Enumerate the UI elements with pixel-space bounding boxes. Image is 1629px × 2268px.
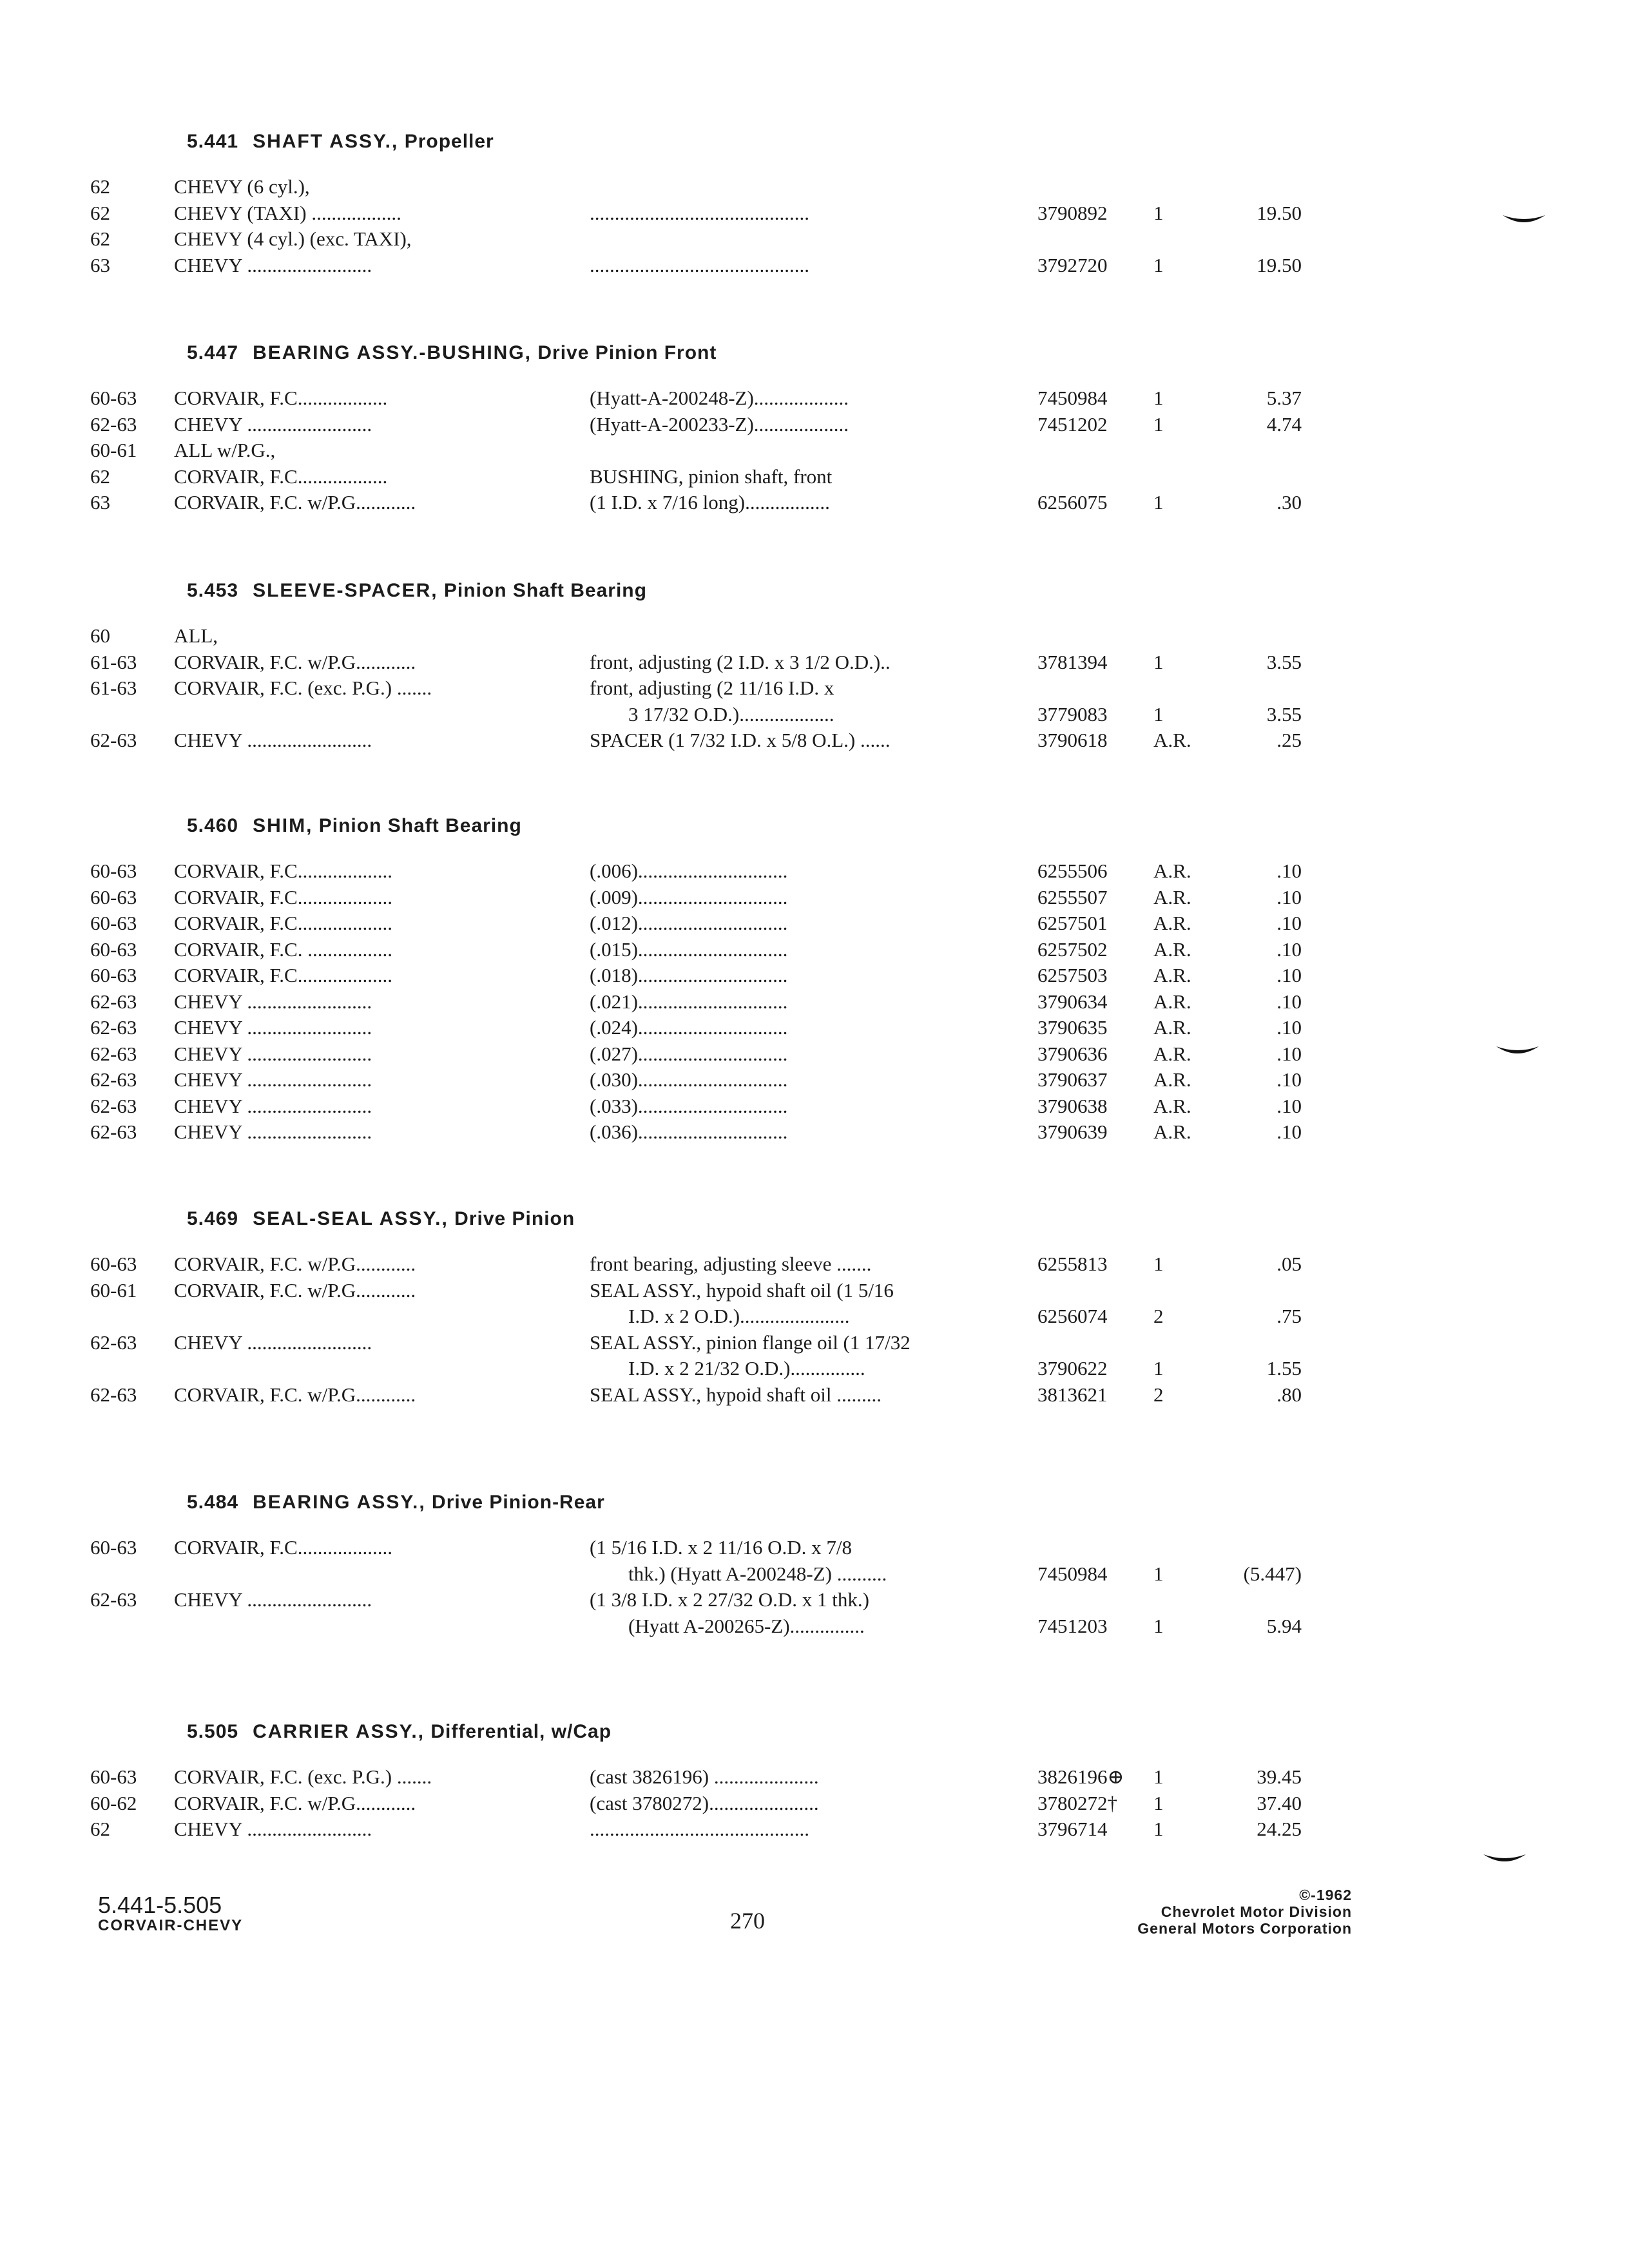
vehicle-model: CHEVY .........................	[174, 253, 372, 276]
price: .10	[1211, 858, 1302, 885]
vehicle-model: CHEVY .........................	[174, 1120, 372, 1143]
part-number: 6255813	[1037, 1251, 1153, 1278]
model-year: 62	[90, 201, 110, 224]
section-number: 5.484	[187, 1492, 239, 1513]
part-number: 6256074	[1037, 1303, 1153, 1330]
part-description: (.033)..............................	[590, 1094, 788, 1117]
quantity: A.R.	[1153, 1119, 1211, 1146]
part-description: (.015)..............................	[590, 937, 788, 961]
section-name: SEAL-SEAL ASSY.,	[253, 1208, 448, 1229]
quantity: A.R.	[1153, 1041, 1211, 1068]
model-year: 60-63	[90, 937, 137, 961]
part-number: 3792720	[1037, 253, 1153, 279]
part-number: 7450984	[1037, 385, 1153, 412]
section-title	[187, 578, 1302, 604]
part-number: 3813621	[1037, 1382, 1153, 1408]
part-number: 3779083	[1037, 702, 1153, 728]
part-number: 7451203	[1037, 1613, 1153, 1640]
quantity: A.R.	[1153, 1067, 1211, 1093]
part-description: BUSHING, pinion shaft, front	[590, 465, 833, 488]
part-row	[90, 490, 1302, 516]
binder-hole-mark	[1495, 1044, 1540, 1059]
part-description: (.006)..............................	[590, 860, 788, 882]
vehicle-model: CHEVY .........................	[174, 412, 372, 436]
section-name: SHAFT ASSY.,	[253, 131, 399, 152]
part-description: front bearing, adjusting sleeve .......	[590, 1253, 872, 1275]
part-row	[90, 412, 1302, 438]
quantity: 1	[1153, 1764, 1211, 1791]
price: .10	[1211, 1093, 1302, 1120]
section-5-453	[90, 578, 1302, 754]
part-description: (cast 3826196) .....................	[590, 1765, 819, 1788]
section-title	[187, 129, 1302, 155]
section-range-footer	[98, 1893, 243, 1934]
model-year: 60-63	[90, 1536, 137, 1559]
price: 1.55	[1211, 1356, 1302, 1382]
vehicle-model: CORVAIR, F.C. w/P.G............	[174, 650, 416, 673]
part-row	[90, 1119, 1302, 1146]
price: .10	[1211, 1119, 1302, 1146]
part-row	[90, 174, 1302, 200]
part-description: (.021)..............................	[590, 990, 788, 1013]
corporation-line: General Motors Corporation	[1137, 1920, 1352, 1937]
vehicle-model: CORVAIR, F.C. .................	[174, 937, 392, 961]
quantity: A.R.	[1153, 963, 1211, 989]
quantity: 2	[1153, 1303, 1211, 1330]
section-subtitle: Drive Pinion-Rear	[432, 1492, 605, 1513]
part-row	[90, 1561, 1302, 1588]
part-number: 3780272†	[1037, 1791, 1153, 1817]
vehicle-model: CORVAIR, F.C..................	[174, 465, 388, 488]
section-name: CARRIER ASSY.,	[253, 1721, 425, 1742]
quantity: 2	[1153, 1382, 1211, 1408]
parts-list	[90, 1251, 1302, 1408]
section-5-460	[90, 813, 1302, 1146]
part-number: 7450984	[1037, 1561, 1153, 1588]
quantity: 1	[1153, 702, 1211, 728]
part-number: 6257503	[1037, 963, 1153, 989]
part-row	[90, 464, 1302, 490]
part-description: SEAL ASSY., hypoid shaft oil .........	[590, 1383, 882, 1406]
part-row	[90, 727, 1302, 754]
quantity: 1	[1153, 385, 1211, 412]
quantity: 1	[1153, 200, 1211, 227]
quantity: 1	[1153, 1561, 1211, 1588]
section-subtitle: Pinion Shaft Bearing	[443, 580, 647, 601]
section-5-484	[90, 1490, 1302, 1639]
price: .10	[1211, 1067, 1302, 1093]
price: 19.50	[1211, 253, 1302, 279]
page-range: 5.441-5.505	[98, 1892, 222, 1918]
vehicle-model: CHEVY .........................	[174, 1588, 372, 1611]
parts-list	[90, 1764, 1302, 1843]
part-number: 6255506	[1037, 858, 1153, 885]
model-year: 60-63	[90, 964, 137, 986]
part-description: (.024)..............................	[590, 1016, 788, 1039]
part-row	[90, 989, 1302, 1015]
quantity: 1	[1153, 253, 1211, 279]
price: .10	[1211, 910, 1302, 937]
part-row	[90, 1816, 1302, 1843]
model-year: 62-63	[90, 1016, 137, 1039]
quantity: 1	[1153, 1356, 1211, 1382]
part-row	[90, 253, 1302, 279]
price: .05	[1211, 1251, 1302, 1278]
part-description: (.018)..............................	[590, 964, 788, 986]
quantity: A.R.	[1153, 858, 1211, 885]
part-description: front, adjusting (2 I.D. x 3 1/2 O.D.)..	[590, 650, 891, 673]
part-row	[90, 1330, 1302, 1356]
part-number: 3790635	[1037, 1015, 1153, 1041]
quantity: A.R.	[1153, 910, 1211, 937]
part-number: 6256075	[1037, 490, 1153, 516]
section-number: 5.460	[187, 815, 239, 836]
model-year: 62-63	[90, 1042, 137, 1065]
part-description: (Hyatt-A-200248-Z)...................	[590, 387, 849, 409]
part-number: 6255507	[1037, 885, 1153, 911]
vehicle-model: CORVAIR, F.C. w/P.G............	[174, 1791, 416, 1814]
section-5-447	[90, 340, 1302, 516]
vehicle-model: CHEVY .........................	[174, 1094, 372, 1117]
part-row	[90, 1251, 1302, 1278]
part-row	[90, 1587, 1302, 1613]
vehicle-model: CORVAIR, F.C. (exc. P.G.) .......	[174, 677, 432, 699]
section-subtitle: Differential, w/Cap	[430, 1721, 612, 1742]
parts-list	[90, 174, 1302, 278]
section-5-505	[90, 1719, 1302, 1843]
part-number: 3790637	[1037, 1067, 1153, 1093]
model-year: 62-63	[90, 1588, 137, 1611]
part-description: ............................................	[590, 1818, 809, 1840]
model-year: 62-63	[90, 1094, 137, 1117]
part-description: I.D. x 2 O.D.)......................	[628, 1305, 850, 1327]
vehicle-model: CHEVY .........................	[174, 729, 372, 751]
model-year: 60-63	[90, 912, 137, 934]
part-row	[90, 385, 1302, 412]
price: 37.40	[1211, 1791, 1302, 1817]
price: .10	[1211, 885, 1302, 911]
price: .10	[1211, 989, 1302, 1015]
section-title	[187, 1719, 1302, 1745]
section-number: 5.469	[187, 1208, 239, 1229]
price: .10	[1211, 1041, 1302, 1068]
price: .10	[1211, 937, 1302, 963]
part-row	[90, 702, 1302, 728]
section-number: 5.447	[187, 342, 239, 363]
part-description: (.030)..............................	[590, 1068, 788, 1091]
part-number: 3826196⊕	[1037, 1764, 1153, 1791]
part-row	[90, 1535, 1302, 1561]
section-number: 5.453	[187, 580, 239, 601]
vehicle-model: CORVAIR, F.C. w/P.G............	[174, 491, 416, 514]
part-row	[90, 963, 1302, 989]
part-number: 3790622	[1037, 1356, 1153, 1382]
part-row	[90, 1067, 1302, 1093]
model-year: 63	[90, 253, 110, 276]
part-row	[90, 1093, 1302, 1120]
vehicle-model: CHEVY .........................	[174, 1016, 372, 1039]
model-year: 62	[90, 1818, 110, 1840]
quantity: A.R.	[1153, 989, 1211, 1015]
part-row	[90, 675, 1302, 702]
model-year: 62-63	[90, 1068, 137, 1091]
part-row	[90, 200, 1302, 227]
section-subtitle: Propeller	[404, 131, 494, 152]
model-year: 62-63	[90, 1120, 137, 1143]
part-row	[90, 1382, 1302, 1408]
part-description: (.036)..............................	[590, 1120, 788, 1143]
page-number: 270	[730, 1908, 765, 1934]
vehicle-model: CORVAIR, F.C...................	[174, 912, 392, 934]
section-name: SLEEVE-SPACER,	[253, 580, 438, 601]
part-description: (Hyatt A-200265-Z)...............	[628, 1614, 865, 1637]
part-description: ............................................	[590, 253, 809, 276]
section-number: 5.505	[187, 1721, 239, 1742]
price: 19.50	[1211, 200, 1302, 227]
model-year: 62	[90, 227, 110, 250]
part-description: (1 I.D. x 7/16 long).................	[590, 491, 830, 514]
section-subtitle: Drive Pinion Front	[537, 342, 717, 363]
part-description: front, adjusting (2 11/16 I.D. x	[590, 677, 834, 699]
model-year: 62-63	[90, 1383, 137, 1406]
model-year: 60-63	[90, 1765, 137, 1788]
part-number: 3790638	[1037, 1093, 1153, 1120]
model-year: 60-61	[90, 439, 137, 461]
vehicle-model: CHEVY .........................	[174, 1068, 372, 1091]
model-year: 62-63	[90, 412, 137, 436]
vehicle-model: CORVAIR, F.C...................	[174, 1536, 392, 1559]
price: 3.55	[1211, 702, 1302, 728]
copyright-line: ©-1962	[1299, 1887, 1352, 1903]
model-year: 63	[90, 491, 110, 514]
section-name: SHIM,	[253, 815, 313, 836]
part-row	[90, 437, 1302, 464]
part-row	[90, 226, 1302, 253]
model-year: 60	[90, 624, 110, 647]
model-year: 62	[90, 465, 110, 488]
part-number: 3790634	[1037, 989, 1153, 1015]
part-number: 3790636	[1037, 1041, 1153, 1068]
model-year: 60-63	[90, 1253, 137, 1275]
section-name: BEARING ASSY.,	[253, 1492, 426, 1513]
quantity: A.R.	[1153, 1093, 1211, 1120]
price: .80	[1211, 1382, 1302, 1408]
part-number: 7451202	[1037, 412, 1153, 438]
vehicle-model: ALL w/P.G.,	[174, 439, 276, 461]
parts-list	[90, 1535, 1302, 1639]
quantity: A.R.	[1153, 937, 1211, 963]
part-description: (1 3/8 I.D. x 2 27/32 O.D. x 1 thk.)	[590, 1588, 869, 1611]
quantity: 1	[1153, 1816, 1211, 1843]
quantity: A.R.	[1153, 1015, 1211, 1041]
part-number: 3790639	[1037, 1119, 1153, 1146]
part-description: (Hyatt-A-200233-Z)...................	[590, 412, 849, 436]
price: 5.94	[1211, 1613, 1302, 1640]
quantity: 1	[1153, 412, 1211, 438]
price: 5.37	[1211, 385, 1302, 412]
section-subtitle: Drive Pinion	[454, 1208, 575, 1229]
price: .75	[1211, 1303, 1302, 1330]
page-models: CORVAIR-CHEVY	[98, 1917, 244, 1934]
part-description: (.012)..............................	[590, 912, 788, 934]
part-row	[90, 1791, 1302, 1817]
part-description: I.D. x 2 21/32 O.D.)...............	[628, 1357, 865, 1379]
publisher-footer	[1137, 1887, 1352, 1937]
model-year: 60-63	[90, 387, 137, 409]
part-row	[90, 649, 1302, 676]
part-description: (.009)..............................	[590, 885, 788, 908]
part-row	[90, 885, 1302, 911]
model-year: 62-63	[90, 729, 137, 751]
quantity: A.R.	[1153, 885, 1211, 911]
model-year: 60-62	[90, 1791, 137, 1814]
part-description: (cast 3780272)......................	[590, 1791, 819, 1814]
vehicle-model: CHEVY .........................	[174, 1331, 372, 1354]
price: .10	[1211, 1015, 1302, 1041]
model-year: 62-63	[90, 1331, 137, 1354]
part-number: 3790618	[1037, 727, 1153, 754]
vehicle-model: CORVAIR, F.C. w/P.G............	[174, 1383, 416, 1406]
price: .10	[1211, 963, 1302, 989]
model-year: 62	[90, 175, 110, 198]
part-row	[90, 1613, 1302, 1640]
part-row	[90, 858, 1302, 885]
part-row	[90, 1278, 1302, 1304]
vehicle-model: CHEVY (6 cyl.),	[174, 175, 310, 198]
section-name: BEARING ASSY.-BUSHING,	[253, 342, 532, 363]
price: 4.74	[1211, 412, 1302, 438]
vehicle-model: CHEVY .........................	[174, 990, 372, 1013]
vehicle-model: CORVAIR, F.C. w/P.G............	[174, 1278, 416, 1302]
section-title	[187, 340, 1302, 366]
vehicle-model: CORVAIR, F.C. w/P.G............	[174, 1253, 416, 1275]
parts-list	[90, 858, 1302, 1146]
price: (5.447)	[1211, 1561, 1302, 1588]
vehicle-model: CORVAIR, F.C...................	[174, 964, 392, 986]
quantity: 1	[1153, 1613, 1211, 1640]
vehicle-model: CORVAIR, F.C...................	[174, 860, 392, 882]
section-number: 5.441	[187, 131, 239, 152]
part-row	[90, 1015, 1302, 1041]
part-row	[90, 1041, 1302, 1068]
part-description: (.027)..............................	[590, 1042, 788, 1065]
vehicle-model: ALL,	[174, 624, 218, 647]
part-description: SEAL ASSY., pinion flange oil (1 17/32	[590, 1331, 911, 1354]
parts-list	[90, 623, 1302, 754]
price: 39.45	[1211, 1764, 1302, 1791]
binder-hole-mark	[1501, 213, 1547, 228]
price: .30	[1211, 490, 1302, 516]
vehicle-model: CHEVY (TAXI) ..................	[174, 201, 401, 224]
section-title	[187, 813, 1302, 839]
model-year: 62-63	[90, 990, 137, 1013]
binder-hole-mark	[1482, 1852, 1527, 1867]
section-5-469	[90, 1206, 1302, 1408]
model-year: 60-61	[90, 1278, 137, 1302]
price: 24.25	[1211, 1816, 1302, 1843]
part-description: ............................................	[590, 201, 809, 224]
vehicle-model: CHEVY .........................	[174, 1818, 372, 1840]
quantity: 1	[1153, 649, 1211, 676]
model-year: 60-63	[90, 860, 137, 882]
part-number: 6257502	[1037, 937, 1153, 963]
section-subtitle: Pinion Shaft Bearing	[318, 815, 522, 836]
quantity: 1	[1153, 490, 1211, 516]
quantity: 1	[1153, 1791, 1211, 1817]
section-title	[187, 1206, 1302, 1232]
vehicle-model: CORVAIR, F.C..................	[174, 387, 388, 409]
part-row	[90, 1764, 1302, 1791]
model-year: 61-63	[90, 650, 137, 673]
vehicle-model: CHEVY .........................	[174, 1042, 372, 1065]
model-year: 60-63	[90, 885, 137, 908]
part-number: 6257501	[1037, 910, 1153, 937]
part-row	[90, 910, 1302, 937]
price: .25	[1211, 727, 1302, 754]
model-year: 61-63	[90, 677, 137, 699]
parts-list	[90, 385, 1302, 516]
section-5-441	[90, 129, 1302, 278]
section-title	[187, 1490, 1302, 1515]
part-description: 3 17/32 O.D.)...................	[628, 702, 834, 726]
part-number: 3796714	[1037, 1816, 1153, 1843]
vehicle-model: CHEVY (4 cyl.) (exc. TAXI),	[174, 227, 412, 250]
part-row	[90, 1356, 1302, 1382]
part-number: 3781394	[1037, 649, 1153, 676]
division-line: Chevrolet Motor Division	[1161, 1903, 1352, 1920]
vehicle-model: CORVAIR, F.C...................	[174, 885, 392, 908]
quantity: A.R.	[1153, 727, 1211, 754]
part-description: (1 5/16 I.D. x 2 11/16 O.D. x 7/8	[590, 1536, 852, 1559]
part-description: thk.) (Hyatt A-200248-Z) ..........	[628, 1562, 887, 1585]
part-description: SPACER (1 7/32 I.D. x 5/8 O.L.) ......	[590, 729, 891, 751]
part-row	[90, 937, 1302, 963]
price: 3.55	[1211, 649, 1302, 676]
part-row	[90, 1303, 1302, 1330]
part-row	[90, 623, 1302, 649]
part-number: 3790892	[1037, 200, 1153, 227]
quantity: 1	[1153, 1251, 1211, 1278]
part-description: SEAL ASSY., hypoid shaft oil (1 5/16	[590, 1278, 894, 1302]
vehicle-model: CORVAIR, F.C. (exc. P.G.) .......	[174, 1765, 432, 1788]
